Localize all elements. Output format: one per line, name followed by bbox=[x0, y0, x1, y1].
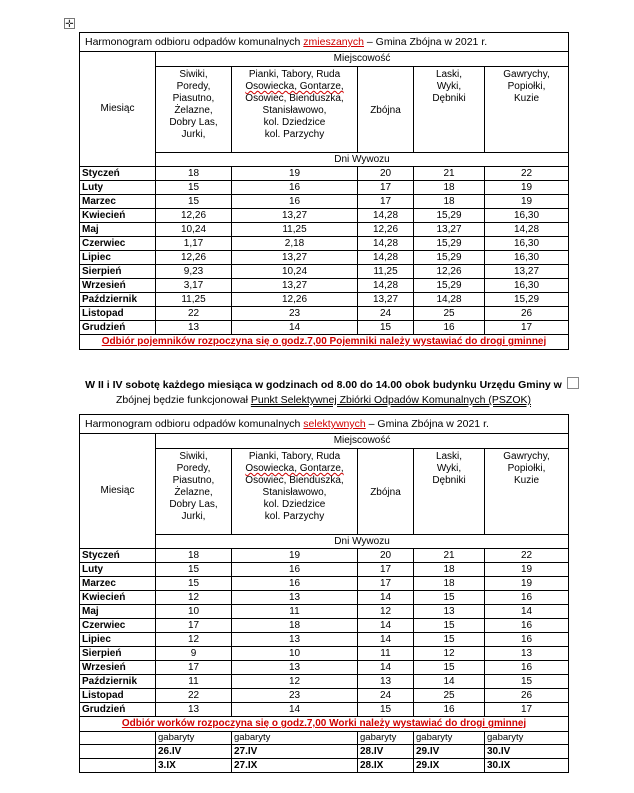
gabaryty-date: 29.IX bbox=[414, 759, 485, 773]
pickup-day-cell: 12 bbox=[358, 605, 414, 619]
locality-group: Laski, Wyki, Dębniki bbox=[414, 67, 485, 153]
pickup-day-cell: 15 bbox=[358, 703, 414, 717]
pickup-day-cell: 16 bbox=[232, 577, 358, 591]
pickup-day-cell: 15 bbox=[156, 181, 232, 195]
month-cell: Maj bbox=[80, 605, 156, 619]
waste-type-label: zmieszanych bbox=[303, 36, 364, 48]
pickup-day-cell: 15 bbox=[358, 321, 414, 335]
pickup-day-cell: 18 bbox=[156, 167, 232, 181]
locality-group: Siwiki, Poredy, Piasutno, Żelazne, Dobry Las, Jurki, bbox=[156, 67, 232, 153]
table-row bbox=[80, 307, 569, 321]
month-cell: Grudzień bbox=[80, 321, 156, 335]
pickup-day-cell: 16,30 bbox=[485, 237, 569, 251]
month-cell: Grudzień bbox=[80, 703, 156, 717]
days-header: Dni Wywozu bbox=[156, 535, 569, 549]
month-cell: Sierpień bbox=[80, 647, 156, 661]
pickup-day-cell: 16,30 bbox=[485, 251, 569, 265]
pickup-day-cell: 15 bbox=[156, 195, 232, 209]
table-row bbox=[80, 675, 569, 689]
pickup-day-cell: 18 bbox=[414, 563, 485, 577]
pickup-day-cell: 11 bbox=[358, 647, 414, 661]
pickup-day-cell: 13 bbox=[232, 661, 358, 675]
table-row bbox=[80, 195, 569, 209]
pickup-day-cell: 16 bbox=[232, 195, 358, 209]
pickup-day-cell: 14 bbox=[358, 619, 414, 633]
pickup-day-cell: 12,26 bbox=[232, 293, 358, 307]
pickup-day-cell: 14,28 bbox=[358, 237, 414, 251]
table-title: Harmonogram odbioru odpadów komunalnych selektywnych – Gmina Zbójna w 2021 r. bbox=[80, 415, 569, 434]
table-row bbox=[80, 549, 569, 563]
pickup-day-cell: 14 bbox=[232, 703, 358, 717]
pickup-day-cell: 15 bbox=[414, 591, 485, 605]
gabaryty-date: 28.IV bbox=[358, 745, 414, 759]
locality-group: Zbójna bbox=[358, 67, 414, 153]
pickup-day-cell: 18 bbox=[414, 181, 485, 195]
waste-type-label: selektywnych bbox=[303, 418, 366, 430]
pickup-day-cell: 12,26 bbox=[156, 251, 232, 265]
table-row bbox=[80, 689, 569, 703]
pickup-day-cell: 19 bbox=[232, 549, 358, 563]
pickup-day-cell: 22 bbox=[485, 549, 569, 563]
pickup-day-cell: 17 bbox=[156, 619, 232, 633]
pickup-day-cell: 11 bbox=[156, 675, 232, 689]
pickup-day-cell: 14,28 bbox=[358, 279, 414, 293]
table-row bbox=[80, 647, 569, 661]
pickup-day-cell: 15,29 bbox=[414, 237, 485, 251]
pickup-day-cell: 13 bbox=[414, 605, 485, 619]
pickup-day-cell: 15 bbox=[156, 563, 232, 577]
pickup-day-cell: 20 bbox=[358, 549, 414, 563]
pickup-day-cell: 12 bbox=[414, 647, 485, 661]
pickup-day-cell: 21 bbox=[414, 549, 485, 563]
pickup-day-cell: 13 bbox=[358, 675, 414, 689]
locality-group: Gawrychy, Popiołki, Kuzie bbox=[485, 449, 569, 535]
pickup-day-cell: 22 bbox=[156, 689, 232, 703]
selective-waste-schedule-table bbox=[79, 414, 569, 773]
pickup-day-cell: 16 bbox=[485, 591, 569, 605]
pickup-day-cell: 15 bbox=[414, 661, 485, 675]
pickup-day-cell: 19 bbox=[232, 167, 358, 181]
month-cell: Styczeń bbox=[80, 167, 156, 181]
pickup-day-cell: 17 bbox=[485, 703, 569, 717]
pickup-day-cell: 15 bbox=[156, 577, 232, 591]
days-header: Dni Wywozu bbox=[156, 153, 569, 167]
pickup-day-cell: 26 bbox=[485, 689, 569, 703]
gabaryty-label: gabaryty bbox=[232, 732, 358, 745]
move-arrows-icon[interactable]: ✛ bbox=[65, 19, 74, 30]
month-header: Miesiąc bbox=[80, 52, 156, 167]
month-cell: Październik bbox=[80, 675, 156, 689]
pickup-day-cell: 14 bbox=[232, 321, 358, 335]
empty-cell bbox=[80, 759, 156, 773]
checkbox[interactable] bbox=[567, 377, 579, 389]
pickup-day-cell: 10 bbox=[232, 647, 358, 661]
pickup-day-cell: 13 bbox=[232, 591, 358, 605]
pickup-day-cell: 17 bbox=[485, 321, 569, 335]
month-cell: Marzec bbox=[80, 577, 156, 591]
locality-group: Zbójna bbox=[358, 449, 414, 535]
month-cell: Lipiec bbox=[80, 633, 156, 647]
pickup-day-cell: 19 bbox=[485, 181, 569, 195]
pickup-day-cell: 16,30 bbox=[485, 279, 569, 293]
table-row bbox=[80, 661, 569, 675]
pickup-day-cell: 3,17 bbox=[156, 279, 232, 293]
pickup-note: Odbiór pojemników rozpoczyna się o godz.7,00 Pojemniki należy wystawiać do drogi gminnej bbox=[80, 335, 569, 350]
pickup-day-cell: 11 bbox=[232, 605, 358, 619]
pickup-day-cell: 13 bbox=[232, 633, 358, 647]
pickup-day-cell: 14 bbox=[358, 661, 414, 675]
pickup-day-cell: 13 bbox=[156, 703, 232, 717]
pickup-day-cell: 26 bbox=[485, 307, 569, 321]
pickup-day-cell: 15,29 bbox=[414, 279, 485, 293]
pickup-day-cell: 10 bbox=[156, 605, 232, 619]
pickup-day-cell: 19 bbox=[485, 577, 569, 591]
pickup-day-cell: 11,25 bbox=[358, 265, 414, 279]
pickup-day-cell: 15,29 bbox=[414, 209, 485, 223]
table-row bbox=[80, 605, 569, 619]
empty-cell bbox=[80, 745, 156, 759]
pickup-day-cell: 12 bbox=[156, 591, 232, 605]
pickup-day-cell: 14 bbox=[358, 633, 414, 647]
pickup-day-cell: 16 bbox=[485, 633, 569, 647]
pickup-day-cell: 9 bbox=[156, 647, 232, 661]
gabaryty-date: 27.IV bbox=[232, 745, 358, 759]
month-cell: Czerwiec bbox=[80, 619, 156, 633]
pickup-day-cell: 16 bbox=[232, 563, 358, 577]
month-cell: Luty bbox=[80, 563, 156, 577]
gabaryty-label: gabaryty bbox=[485, 732, 569, 745]
pickup-day-cell: 22 bbox=[156, 307, 232, 321]
pickup-day-cell: 12,26 bbox=[156, 209, 232, 223]
pickup-day-cell: 16 bbox=[232, 181, 358, 195]
pickup-day-cell: 1,17 bbox=[156, 237, 232, 251]
locality-group: Gawrychy, Popiołki, Kuzie bbox=[485, 67, 569, 153]
pickup-day-cell: 24 bbox=[358, 307, 414, 321]
pickup-note: Odbiór worków rozpoczyna się o godz.7,00 Worki należy wystawiać do drogi gminnej bbox=[80, 717, 569, 732]
pickup-day-cell: 12 bbox=[232, 675, 358, 689]
location-header: Miejscowość bbox=[156, 52, 569, 67]
pickup-day-cell: 23 bbox=[232, 307, 358, 321]
pickup-day-cell: 13 bbox=[156, 321, 232, 335]
pickup-day-cell: 14 bbox=[358, 591, 414, 605]
pickup-day-cell: 18 bbox=[156, 549, 232, 563]
table-row bbox=[80, 563, 569, 577]
pickup-day-cell: 10,24 bbox=[232, 265, 358, 279]
pickup-day-cell: 22 bbox=[485, 167, 569, 181]
pickup-day-cell: 18 bbox=[414, 195, 485, 209]
pickup-day-cell: 19 bbox=[485, 563, 569, 577]
locality-group: Laski, Wyki, Dębniki bbox=[414, 449, 485, 535]
month-cell: Sierpień bbox=[80, 265, 156, 279]
pickup-day-cell: 14 bbox=[414, 675, 485, 689]
table-row bbox=[80, 293, 569, 307]
pickup-day-cell: 18 bbox=[232, 619, 358, 633]
table-row bbox=[80, 167, 569, 181]
pickup-day-cell: 15,29 bbox=[485, 293, 569, 307]
month-cell: Kwiecień bbox=[80, 209, 156, 223]
mixed-waste-schedule-table bbox=[79, 32, 569, 350]
gabaryty-label: gabaryty bbox=[414, 732, 485, 745]
pickup-day-cell: 16 bbox=[414, 321, 485, 335]
month-cell: Październik bbox=[80, 293, 156, 307]
pickup-day-cell: 15 bbox=[414, 633, 485, 647]
pickup-day-cell: 2,18 bbox=[232, 237, 358, 251]
month-cell: Wrzesień bbox=[80, 661, 156, 675]
pickup-day-cell: 14,28 bbox=[414, 293, 485, 307]
table-row bbox=[80, 633, 569, 647]
month-header: Miesiąc bbox=[80, 434, 156, 549]
empty-cell bbox=[80, 732, 156, 745]
gabaryty-date: 27.IX bbox=[232, 759, 358, 773]
gabaryty-date: 30.IX bbox=[485, 759, 569, 773]
pickup-day-cell: 25 bbox=[414, 689, 485, 703]
month-cell: Luty bbox=[80, 181, 156, 195]
month-cell: Marzec bbox=[80, 195, 156, 209]
pickup-day-cell: 17 bbox=[358, 181, 414, 195]
table-row bbox=[80, 237, 569, 251]
pickup-day-cell: 11,25 bbox=[232, 223, 358, 237]
table-row bbox=[80, 251, 569, 265]
pickup-day-cell: 15 bbox=[485, 675, 569, 689]
gabaryty-date: 3.IX bbox=[156, 759, 232, 773]
pickup-day-cell: 17 bbox=[156, 661, 232, 675]
pickup-day-cell: 15 bbox=[414, 619, 485, 633]
pickup-day-cell: 14 bbox=[485, 605, 569, 619]
pickup-day-cell: 24 bbox=[358, 689, 414, 703]
month-cell: Lipiec bbox=[80, 251, 156, 265]
pickup-day-cell: 18 bbox=[414, 577, 485, 591]
month-cell: Czerwiec bbox=[80, 237, 156, 251]
month-cell: Kwiecień bbox=[80, 591, 156, 605]
gabaryty-label: gabaryty bbox=[156, 732, 232, 745]
pickup-day-cell: 16,30 bbox=[485, 209, 569, 223]
pickup-day-cell: 17 bbox=[358, 577, 414, 591]
table-row bbox=[80, 279, 569, 293]
pickup-day-cell: 13,27 bbox=[232, 209, 358, 223]
pickup-day-cell: 13,27 bbox=[358, 293, 414, 307]
pickup-day-cell: 23 bbox=[232, 689, 358, 703]
table-row bbox=[80, 703, 569, 717]
pickup-day-cell: 13,27 bbox=[232, 279, 358, 293]
locality-group: Pianki, Tabory, Ruda Osowiecka, Gontarze, Osowiec, Bienduszka, Stanisławowo, kol. Dziedzice kol. Parzychy bbox=[232, 449, 358, 535]
pickup-day-cell: 12 bbox=[156, 633, 232, 647]
pickup-day-cell: 17 bbox=[358, 195, 414, 209]
pickup-day-cell: 13,27 bbox=[485, 265, 569, 279]
pickup-day-cell: 14,28 bbox=[358, 251, 414, 265]
pickup-day-cell: 16 bbox=[414, 703, 485, 717]
table-row bbox=[80, 321, 569, 335]
table-row bbox=[80, 209, 569, 223]
pickup-day-cell: 15,29 bbox=[414, 251, 485, 265]
month-cell: Styczeń bbox=[80, 549, 156, 563]
pickup-day-cell: 12,26 bbox=[358, 223, 414, 237]
gabaryty-date: 29.IV bbox=[414, 745, 485, 759]
gabaryty-date: 28.IX bbox=[358, 759, 414, 773]
pickup-day-cell: 17 bbox=[358, 563, 414, 577]
gabaryty-date: 26.IV bbox=[156, 745, 232, 759]
locality-group: Pianki, Tabory, Ruda Osowiecka, Gontarze, Osowiec, Bienduszka, Stanisławowo, kol. Dziedzice kol. Parzychy bbox=[232, 67, 358, 153]
pickup-day-cell: 14,28 bbox=[358, 209, 414, 223]
pickup-day-cell: 9,23 bbox=[156, 265, 232, 279]
pickup-day-cell: 21 bbox=[414, 167, 485, 181]
locality-group: Siwiki, Poredy, Piasutno, Żelazne, Dobry Las, Jurki, bbox=[156, 449, 232, 535]
table-row bbox=[80, 577, 569, 591]
pickup-day-cell: 13,27 bbox=[232, 251, 358, 265]
pickup-day-cell: 14,28 bbox=[485, 223, 569, 237]
pszok-info: W II i IV sobotę każdego miesiąca w godzinach od 8.00 do 14.00 obok budynku Urzędu Gminy w Zbójnej będzie funkcjonował Punkt Selektywnej Zbiórki Odpadów Komunalnych (PSZOK) bbox=[85, 379, 562, 406]
pickup-day-cell: 25 bbox=[414, 307, 485, 321]
table-row bbox=[80, 223, 569, 237]
table-row bbox=[80, 591, 569, 605]
table-title: Harmonogram odbioru odpadów komunalnych zmieszanych – Gmina Zbójna w 2021 r. bbox=[80, 33, 569, 52]
month-cell: Wrzesień bbox=[80, 279, 156, 293]
gabaryty-label: gabaryty bbox=[358, 732, 414, 745]
pickup-day-cell: 13 bbox=[485, 647, 569, 661]
month-cell: Maj bbox=[80, 223, 156, 237]
pickup-day-cell: 10,24 bbox=[156, 223, 232, 237]
pickup-day-cell: 16 bbox=[485, 619, 569, 633]
gabaryty-date: 30.IV bbox=[485, 745, 569, 759]
pickup-day-cell: 13,27 bbox=[414, 223, 485, 237]
pickup-day-cell: 16 bbox=[485, 661, 569, 675]
month-cell: Listopad bbox=[80, 689, 156, 703]
table-row bbox=[80, 265, 569, 279]
month-cell: Listopad bbox=[80, 307, 156, 321]
pickup-day-cell: 12,26 bbox=[414, 265, 485, 279]
pickup-day-cell: 20 bbox=[358, 167, 414, 181]
table-row bbox=[80, 619, 569, 633]
pickup-day-cell: 11,25 bbox=[156, 293, 232, 307]
pickup-day-cell: 19 bbox=[485, 195, 569, 209]
table-row bbox=[80, 181, 569, 195]
location-header: Miejscowość bbox=[156, 434, 569, 449]
